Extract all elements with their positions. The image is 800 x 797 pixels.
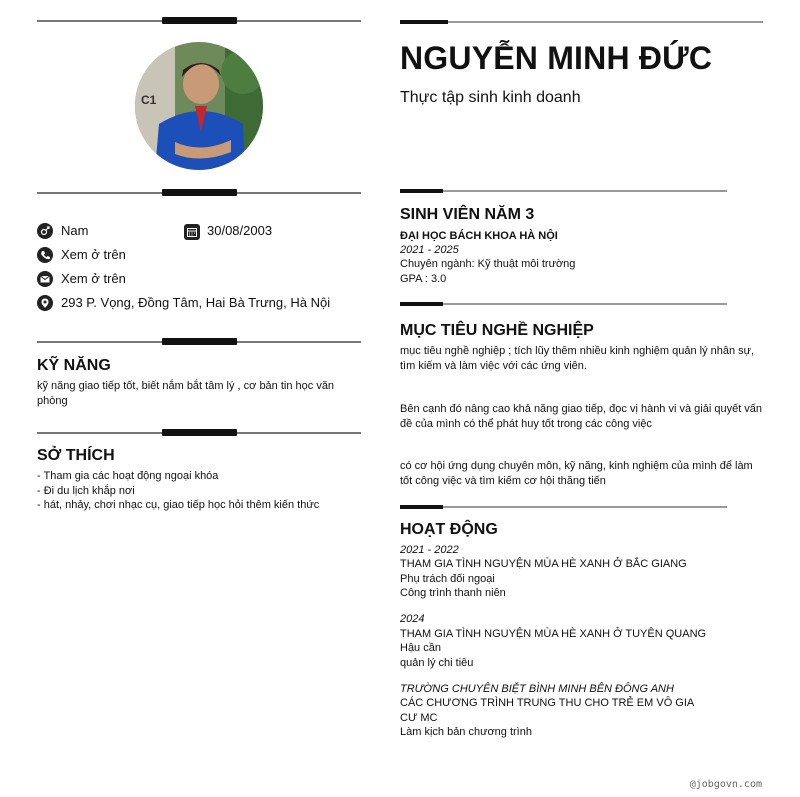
address-value: 293 P. Vọng, Đồng Tâm, Hai Bà Trưng, Hà Nội — [61, 295, 331, 310]
divider — [400, 302, 727, 306]
divider — [400, 20, 763, 24]
location-icon — [37, 295, 53, 311]
avatar — [135, 42, 263, 170]
objective-title: MỤC TIÊU NGHỀ NGHIỆP — [400, 322, 594, 339]
education-title: SINH VIÊN NĂM 3 — [400, 206, 535, 223]
education-gpa: GPA : 3.0 — [400, 273, 447, 285]
watermark: @jobgovn.com — [689, 779, 762, 790]
svg-text:C1: C1 — [141, 93, 157, 107]
candidate-name: NGUYỄN MINH ĐỨC — [400, 40, 713, 76]
skills-text: kỹ năng giao tiếp tốt, biết nắm bắt tâm lý , cơ bản tin học văn phòng — [37, 380, 335, 407]
activity-detail: Phụ trách đối ngoại — [400, 573, 495, 585]
hobby-item: - Đi du lịch khắp nơi — [37, 485, 135, 497]
activity-period: 2021 - 2022 — [400, 544, 459, 556]
phone-icon — [37, 247, 53, 263]
activities-title: HOẠT ĐỘNG — [400, 521, 498, 538]
phone-value: Xem ở trên — [61, 247, 126, 262]
divider — [37, 17, 361, 26]
divider — [37, 338, 361, 347]
candidate-role: Thực tập sinh kinh doanh — [400, 89, 581, 106]
hobby-item: - hát, nhảy, chơi nhạc cụ, giao tiếp học hỏi thêm kiến thức — [37, 499, 320, 511]
education-school: ĐẠI HỌC BÁCH KHOA HÀ NỘI — [400, 230, 558, 242]
divider — [37, 189, 361, 198]
email-icon — [37, 271, 53, 287]
activity-detail: Hậu cần — [400, 642, 441, 654]
divider — [37, 429, 361, 438]
objective-paragraph: Bên cạnh đó nâng cao khả năng giao tiếp, đọc vị hành vi và giải quyết vấn đề của mình có thể phát huy tốt trong các công việc — [400, 403, 763, 430]
activity-detail: Làm kịch bản chương trình — [400, 726, 532, 738]
divider — [400, 505, 727, 509]
activity-name: THAM GIA TÌNH NGUYỆN MÙA HÈ XANH Ở BẮC GIANG — [400, 558, 687, 570]
calendar-icon — [184, 224, 200, 240]
gender-value: Nam — [61, 223, 89, 238]
activity-detail: Công trình thanh niên — [400, 587, 506, 599]
activity-period: 2024 — [400, 613, 425, 625]
hobbies-title: SỞ THÍCH — [37, 447, 115, 464]
objective-paragraph: mục tiêu nghề nghiệp ; tích lũy thêm nhiều kinh nghiệm quản lý nhân sự, tìm kiếm và làm việc với các ứng viên. — [400, 345, 755, 372]
birthday-value: 30/08/2003 — [207, 223, 273, 238]
activity-detail: quản lý chi tiêu — [400, 657, 474, 669]
education-major: Chuyên ngành: Kỹ thuật môi trường — [400, 258, 576, 270]
gender-icon — [37, 223, 53, 239]
activity-name: CÁC CHƯƠNG TRÌNH TRUNG THU CHO TRẺ EM VÔ GIA CƯ MC — [400, 697, 694, 724]
hobby-item: - Tham gia các hoạt động ngoại khóa — [37, 470, 219, 482]
activity-period: TRƯỜNG CHUYÊN BIỆT BÌNH MINH BÊN ĐÔNG ANH — [400, 683, 674, 695]
activity-name: THAM GIA TÌNH NGUYỆN MÙA HÈ XANH Ở TUYÊN QUANG — [400, 628, 707, 640]
objective-paragraph: có cơ hội ứng dụng chuyên môn, kỹ năng, kinh nghiệm của mình để làm tốt công việc và tìm kiếm cơ hội thăng tiến — [400, 460, 753, 487]
skills-title: KỸ NĂNG — [37, 357, 111, 374]
education-period: 2021 - 2025 — [400, 244, 459, 256]
divider — [400, 189, 727, 193]
email-value: Xem ở trên — [61, 271, 126, 286]
